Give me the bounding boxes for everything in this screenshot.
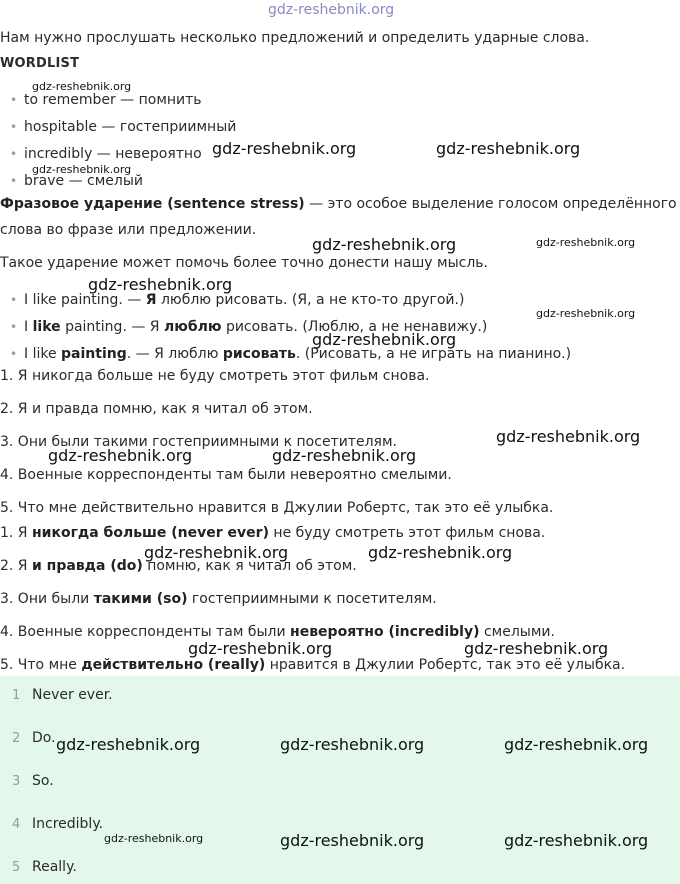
sentence-text: помню, как я читал об этом.	[142, 558, 357, 574]
sentence: 3. Они были такими гостеприимными к посетителям.	[0, 434, 397, 450]
sentence-text: нравится в Джулии Робертс, так это её улыбка.	[265, 657, 626, 673]
stressed-sentence	[0, 624, 555, 640]
watermark: gdz-reshebnik.org	[32, 163, 132, 176]
watermark: gdz-reshebnik.org	[144, 543, 289, 562]
sentence-text: 5. Что мне	[0, 657, 82, 673]
answer-text: Never ever.	[32, 687, 113, 703]
wordlist-item-text: hospitable — гостеприимный	[24, 119, 237, 135]
stressed-sentence	[0, 525, 545, 541]
stressed-word: невероятно (incredibly)	[290, 624, 480, 640]
answer-number: 3	[12, 774, 21, 789]
wordlist-heading: WORDLIST	[0, 56, 80, 71]
wordlist-item-text: brave — смелый	[24, 173, 143, 189]
sentence-text: 1. Я	[0, 525, 32, 541]
sentence-text: 4. Военные корреспонденты там были	[0, 624, 291, 640]
answer-number: 5	[12, 860, 21, 875]
watermark: gdz-reshebnik.org	[536, 307, 636, 320]
example-stress: люблю	[163, 319, 222, 335]
answer-number: 4	[12, 817, 21, 832]
example-stress: painting	[61, 346, 127, 362]
sentence: 4. Военные корреспонденты там были невероятно смелыми.	[0, 467, 452, 483]
watermark: gdz-reshebnik.org	[188, 639, 333, 658]
watermark: gdz-reshebnik.org	[464, 639, 609, 658]
watermark: gdz-reshebnik.org	[32, 80, 132, 93]
watermark: gdz-reshebnik.org	[496, 427, 641, 446]
watermark: gdz-reshebnik.org	[536, 236, 636, 249]
example-text: рисовать. (Люблю, а не ненавижу.)	[221, 319, 488, 335]
example-text: . — Я люблю	[126, 346, 223, 362]
sentence-text: смелыми.	[479, 624, 555, 640]
watermark: gdz-reshebnik.org	[504, 735, 649, 754]
watermark: gdz-reshebnik.org	[312, 330, 457, 349]
watermark: gdz-reshebnik.org	[368, 543, 513, 562]
answer-text: Really.	[32, 859, 77, 875]
wordlist-item	[10, 92, 202, 108]
watermark: gdz-reshebnik.org	[312, 235, 457, 254]
stress-note: Такое ударение может помочь более точно донести нашу мысль.	[0, 255, 488, 271]
wordlist-item-text: incredibly — невероятно	[24, 146, 202, 162]
example-text: I like painting. —	[24, 292, 146, 308]
watermark: gdz-reshebnik.org	[48, 446, 193, 465]
sentence-text: гостеприимными к посетителям.	[187, 591, 437, 607]
sentence: 5. Что мне действительно нравится в Джулии Робертс, так это её улыбка.	[0, 500, 554, 516]
watermark: gdz-reshebnik.org	[56, 735, 201, 754]
sentence-text: 3. Они были	[0, 591, 94, 607]
sentence: 2. Я и правда помню, как я читал об этом.	[0, 401, 313, 417]
sentence-text: не буду смотреть этот фильм снова.	[268, 525, 546, 541]
sentence-text: 2. Я	[0, 558, 32, 574]
watermark: gdz-reshebnik.org	[88, 275, 233, 294]
example-stress: Я	[145, 292, 157, 308]
wordlist-item	[10, 119, 236, 135]
intro-text: Нам нужно прослушать несколько предложений и определить ударные слова.	[0, 30, 590, 46]
example-text: . (Рисовать, а не играть на пианино.)	[295, 346, 572, 362]
example-text: люблю рисовать. (Я, а не кто-то другой.)	[156, 292, 465, 308]
watermark: gdz-reshebnik.org	[280, 735, 425, 754]
watermark: gdz-reshebnik.org	[104, 832, 204, 845]
answer-text: Do.	[32, 730, 56, 746]
watermark: gdz-reshebnik.org	[280, 831, 425, 850]
definition-rest: — это особое выделение голосом определённого	[304, 196, 677, 212]
answer-text: Incredibly.	[32, 816, 104, 832]
example-stress: like	[32, 319, 61, 335]
answers-panel	[0, 676, 680, 884]
watermark: gdz-reshebnik.org	[436, 139, 581, 158]
example-text: painting. — Я	[60, 319, 164, 335]
definition-line-2: слова во фразе или предложении.	[0, 222, 257, 238]
wordlist-item-text: to remember — помнить	[24, 92, 202, 108]
example-stress: рисовать	[222, 346, 296, 362]
stressed-word: никогда больше (never ever)	[32, 525, 269, 541]
stressed-sentence	[0, 591, 437, 607]
stressed-word: и правда (do)	[32, 558, 143, 574]
wordlist-item	[10, 146, 202, 162]
definition-term: Фразовое ударение (sentence stress)	[0, 196, 305, 212]
watermark: gdz-reshebnik.org	[272, 446, 417, 465]
stressed-word: такими (so)	[93, 591, 188, 607]
stressed-sentence	[0, 657, 625, 673]
answer-number: 1	[12, 688, 21, 703]
example-item	[10, 346, 571, 362]
answer-text: So.	[32, 773, 54, 789]
example-text: I like	[24, 346, 62, 362]
watermark: gdz-reshebnik.org	[212, 139, 357, 158]
answer-number: 2	[12, 731, 21, 746]
watermark: gdz-reshebnik.org	[504, 831, 649, 850]
sentence: 1. Я никогда больше не буду смотреть этот фильм снова.	[0, 368, 430, 384]
example-text: I	[24, 319, 33, 335]
header-watermark: gdz-reshebnik.org	[268, 2, 395, 18]
example-item	[10, 292, 464, 308]
stressed-word: действительно (really)	[81, 657, 266, 673]
definition-line-1	[0, 196, 677, 212]
